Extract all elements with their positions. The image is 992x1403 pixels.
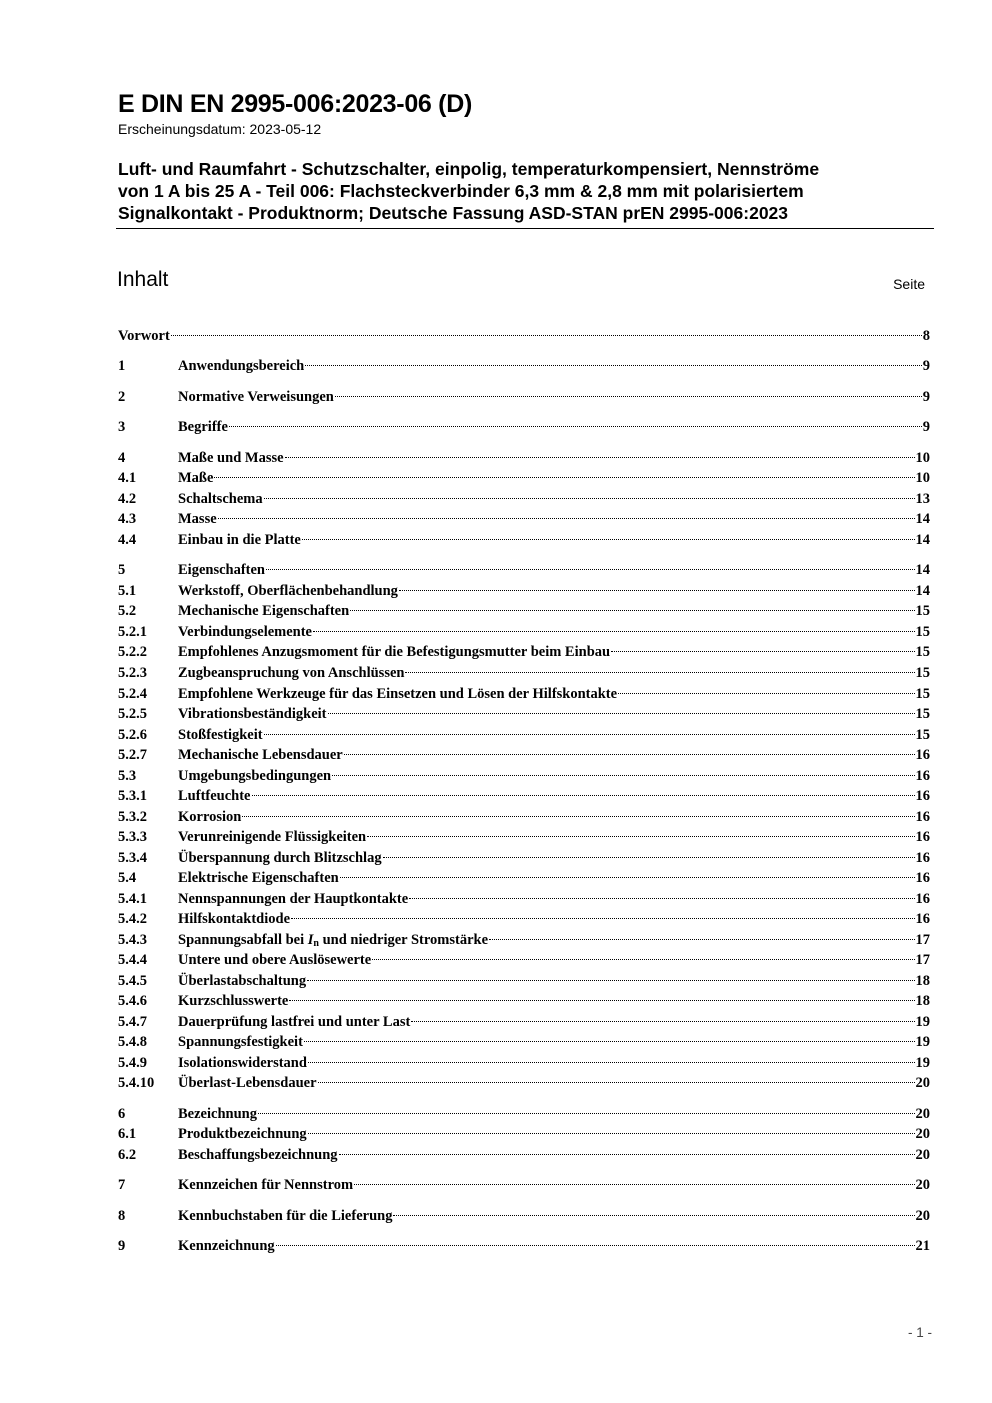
document-id: E DIN EN 2995-006:2023-06 (D)	[118, 90, 472, 118]
toc-entry-number: 5.4.2	[118, 911, 147, 927]
toc-entry-number: 4	[118, 450, 126, 466]
toc-entry-number: 4.1	[118, 470, 137, 486]
toc-entry-page: 13	[915, 491, 930, 507]
toc-entry[interactable]	[118, 950, 930, 970]
toc-entry-page: 20	[915, 1106, 930, 1122]
toc-dot-leader	[409, 898, 914, 899]
toc-entry[interactable]	[118, 909, 930, 929]
toc-entry-number: 5.2.1	[118, 624, 147, 640]
toc-entry-title: Verunreinigende Flüssigkeiten	[178, 829, 367, 845]
toc-entry-number: 1	[118, 358, 126, 374]
toc-heading: Inhalt	[117, 268, 169, 291]
toc-dot-leader	[264, 734, 915, 735]
toc-dot-leader	[344, 754, 915, 755]
toc-entry-page: 16	[915, 829, 930, 845]
toc-entry[interactable]	[118, 745, 930, 765]
toc-dot-leader	[276, 1245, 915, 1246]
title-divider	[116, 228, 934, 229]
toc-entry-page: 17	[915, 932, 930, 948]
toc-entry-title: Masse	[178, 511, 217, 527]
toc-entry-page: 16	[915, 891, 930, 907]
toc-dot-leader	[252, 795, 915, 796]
toc-dot-leader	[318, 1082, 915, 1083]
toc-entry-number: 5	[118, 562, 126, 578]
toc-dot-leader	[305, 365, 922, 366]
toc-entry[interactable]	[118, 509, 930, 529]
toc-entry[interactable]	[118, 766, 930, 786]
toc-entry-title	[178, 930, 488, 950]
toc-entry-page: 16	[915, 768, 930, 784]
toc-dot-leader	[266, 569, 915, 570]
toc-entry-number: 6	[118, 1106, 126, 1122]
toc-entry-page: 18	[915, 993, 930, 1009]
toc-entry-title: Kennbuchstaben für die Lieferung	[178, 1208, 393, 1224]
toc-entry[interactable]	[118, 622, 930, 642]
toc-entry[interactable]	[118, 1032, 930, 1052]
toc-entry[interactable]	[118, 848, 930, 868]
toc-entry-title: Überlast-Lebensdauer	[178, 1075, 317, 1091]
toc-entry-title: Luftfeuchte	[178, 788, 251, 804]
toc-dot-leader	[313, 631, 915, 632]
toc-entry-page: 15	[915, 686, 930, 702]
toc-entry-number: 5.2.5	[118, 706, 147, 722]
toc-entry-page: 19	[915, 1055, 930, 1071]
toc-entry-number: 5.4.4	[118, 952, 147, 968]
toc-entry-number: 5.4.5	[118, 973, 147, 989]
toc-dot-leader	[367, 836, 914, 837]
toc-entry-number: 2	[118, 389, 126, 405]
toc-entry-number: 5.2.4	[118, 686, 147, 702]
toc-entry-title: Empfohlenes Anzugsmoment für die Befestigungsmutter beim Einbau	[178, 644, 611, 660]
toc-entry-title: Zugbeanspruchung von Anschlüssen	[178, 665, 405, 681]
toc-dot-leader	[242, 816, 914, 817]
toc-dot-leader	[354, 1184, 914, 1185]
toc-entry-title: Dauerprüfung lastfrei und unter Last	[178, 1014, 411, 1030]
toc-entry-title: Empfohlene Werkzeuge für das Einsetzen und Lösen der Hilfskontakte	[178, 686, 618, 702]
toc-entry[interactable]	[118, 971, 930, 991]
toc-entry-page: 20	[915, 1126, 930, 1142]
toc-entry-title: Produktbezeichnung	[178, 1126, 307, 1142]
toc-entry-page: 16	[915, 911, 930, 927]
toc-entry[interactable]	[118, 326, 930, 346]
toc-entry-page: 8	[922, 328, 930, 344]
document-title	[118, 158, 938, 224]
toc-entry-number: 4.3	[118, 511, 137, 527]
toc-entry-page: 20	[915, 1208, 930, 1224]
toc-entry-title: Schaltschema	[178, 491, 263, 507]
toc-dot-leader	[304, 1041, 915, 1042]
toc-entry-title: Maße und Masse	[178, 450, 284, 466]
toc-entry[interactable]	[118, 663, 930, 683]
toc-dot-leader	[218, 518, 915, 519]
toc-entry-title: Isolationswiderstand	[178, 1055, 307, 1071]
toc-entry[interactable]	[118, 489, 930, 509]
toc-entry-page: 10	[915, 450, 930, 466]
toc-dot-leader	[618, 693, 914, 694]
toc-dot-leader	[340, 877, 915, 878]
toc-entry[interactable]	[118, 807, 930, 827]
toc-dot-leader	[229, 426, 922, 427]
toc-dot-leader	[308, 1062, 915, 1063]
toc-dot-leader	[291, 918, 915, 919]
toc-entry-number: 4.2	[118, 491, 137, 507]
toc-entry[interactable]	[118, 684, 930, 704]
toc-entry-title: Nennspannungen der Hauptkontakte	[178, 891, 409, 907]
toc-entry-title: Maße	[178, 470, 214, 486]
toc-entry-title: Elektrische Eigenschaften	[178, 870, 339, 886]
toc-entry-number: 5.2.6	[118, 727, 147, 743]
toc-entry-title: Vibrationsbeständigkeit	[178, 706, 327, 722]
toc-entry-page: 18	[915, 973, 930, 989]
toc-entry-page: 21	[915, 1238, 930, 1254]
toc-entry-number: 6.1	[118, 1126, 137, 1142]
toc-entry-page: 14	[915, 562, 930, 578]
page-number: - 1 -	[907, 1325, 932, 1340]
toc-entry-page: 19	[915, 1034, 930, 1050]
toc-entry-number: 5.2.7	[118, 747, 147, 763]
toc-dot-leader	[339, 1154, 915, 1155]
toc-entry-page: 16	[915, 870, 930, 886]
toc-entry-title: Begriffe	[178, 419, 228, 435]
toc-entry-title-subscript: n	[313, 938, 319, 949]
toc-entry-title: Bezeichnung	[178, 1106, 257, 1122]
toc-dot-leader	[393, 1215, 914, 1216]
toc-dot-leader	[328, 713, 915, 714]
toc-entry-number: 7	[118, 1177, 126, 1193]
toc-dot-leader	[285, 457, 915, 458]
toc-entry[interactable]	[118, 581, 930, 601]
toc-entry-page: 16	[915, 809, 930, 825]
toc-entry[interactable]	[118, 530, 930, 550]
toc-entry-page: 14	[915, 532, 930, 548]
toc-entry[interactable]	[118, 448, 930, 468]
toc-dot-leader	[611, 651, 914, 652]
toc-entry[interactable]	[118, 930, 930, 950]
toc-dot-leader	[308, 1133, 915, 1134]
toc-entry[interactable]	[118, 889, 930, 909]
toc-entry-number: 5.4.9	[118, 1055, 147, 1071]
toc-page-label: Seite	[893, 276, 925, 292]
toc-entry[interactable]	[118, 356, 930, 376]
toc-entry[interactable]	[118, 1073, 930, 1093]
toc-entry-page: 15	[915, 644, 930, 660]
toc-entry-number: 5.3.3	[118, 829, 147, 845]
toc-entry[interactable]	[118, 1104, 930, 1124]
toc-dot-leader	[171, 335, 922, 336]
toc-entry-page: 15	[915, 603, 930, 619]
toc-entry[interactable]	[118, 827, 930, 847]
toc-entry-page: 10	[915, 470, 930, 486]
toc-entry[interactable]	[118, 1236, 930, 1256]
toc-entry-title: Umgebungsbedingungen	[178, 768, 332, 784]
toc-entry-number: 5.2.3	[118, 665, 147, 681]
toc-entry-number: 6.2	[118, 1147, 137, 1163]
toc-entry[interactable]	[118, 468, 930, 488]
toc-entry-title: Werkstoff, Oberflächenbehandlung	[178, 583, 398, 599]
publication-date: Erscheinungsdatum: 2023-05-12	[118, 121, 322, 137]
toc-entry-number: 4.4	[118, 532, 137, 548]
toc-dot-leader	[383, 857, 915, 858]
toc-entry-page: 15	[915, 624, 930, 640]
toc-entry[interactable]	[118, 991, 930, 1011]
toc-entry-number: 5.4.7	[118, 1014, 147, 1030]
title-line: von 1 A bis 25 A - Teil 006: Flachsteckverbinder 6,3 mm & 2,8 mm mit polarisiertem	[118, 181, 804, 201]
toc-entry-number: 5.3.2	[118, 809, 147, 825]
toc-entry-title: Mechanische Eigenschaften	[178, 603, 350, 619]
toc-entry-number: 9	[118, 1238, 126, 1254]
toc-dot-leader	[302, 539, 915, 540]
toc-entry-number: 8	[118, 1208, 126, 1224]
toc-entry[interactable]	[118, 1053, 930, 1073]
toc-entry-title: Einbau in die Platte	[178, 532, 301, 548]
toc-entry-title: Spannungsfestigkeit	[178, 1034, 303, 1050]
toc-dot-leader	[332, 775, 914, 776]
title-line: Luft- und Raumfahrt - Schutzschalter, einpolig, temperaturkompensiert, Nennströme	[118, 159, 820, 179]
toc-entry-page: 9	[922, 419, 930, 435]
toc-entry-number: 5.4.10	[118, 1075, 155, 1091]
toc-entry-number: 5.2.2	[118, 644, 147, 660]
toc-entry-page: 15	[915, 727, 930, 743]
toc-dot-leader	[411, 1021, 914, 1022]
toc-entry-page: 15	[915, 665, 930, 681]
title-line: Signalkontakt - Produktnorm; Deutsche Fassung ASD-STAN prEN 2995-006:2023	[118, 203, 789, 223]
toc-entry-title: Mechanische Lebensdauer	[178, 747, 343, 763]
toc-entry[interactable]	[118, 1175, 930, 1195]
toc-entry-page: 20	[915, 1177, 930, 1193]
toc-entry-number: 5.4	[118, 870, 137, 886]
toc-entry[interactable]	[118, 387, 930, 407]
toc-dot-leader	[399, 590, 915, 591]
toc-entry-page: 16	[915, 850, 930, 866]
toc-entry-page: 9	[922, 389, 930, 405]
toc-entry-title: Vorwort	[118, 328, 170, 344]
toc-entry-number: 5.1	[118, 583, 137, 599]
toc-entry-title-part: und niedriger Stromstärke	[318, 932, 489, 948]
toc-entry[interactable]	[118, 1206, 930, 1226]
toc-dot-leader	[489, 939, 914, 940]
toc-dot-leader	[405, 672, 914, 673]
toc-entry-page: 17	[915, 952, 930, 968]
toc-entry-number: 5.3.4	[118, 850, 147, 866]
toc-entry-page: 16	[915, 788, 930, 804]
toc-dot-leader	[335, 396, 922, 397]
toc-entry-title: Überlastabschaltung	[178, 973, 307, 989]
toc-entry[interactable]	[118, 704, 930, 724]
toc-entry-title: Untere und obere Auslösewerte	[178, 952, 372, 968]
toc-dot-leader	[258, 1113, 915, 1114]
toc-entry-page: 20	[915, 1075, 930, 1091]
toc-entry-title: Kennzeichnung	[178, 1238, 275, 1254]
toc-entry[interactable]	[118, 417, 930, 437]
toc-entry-number: 5.4.1	[118, 891, 147, 907]
toc-dot-leader	[350, 610, 914, 611]
toc-entry-page: 16	[915, 747, 930, 763]
toc-entry-number: 5.3.1	[118, 788, 147, 804]
toc-entry-number: 5.3	[118, 768, 137, 784]
toc-dot-leader	[307, 980, 914, 981]
toc-entry-title: Hilfskontaktdiode	[178, 911, 290, 927]
toc-entry-title: Normative Verweisungen	[178, 389, 334, 405]
toc-entry[interactable]	[118, 1145, 930, 1165]
toc-entry-page: 14	[915, 511, 930, 527]
toc-dot-leader	[214, 477, 914, 478]
toc-entry[interactable]	[118, 725, 930, 745]
toc-entry-title: Stoßfestigkeit	[178, 727, 263, 743]
toc-dot-leader	[264, 498, 915, 499]
toc-entry-number: 5.4.6	[118, 993, 147, 1009]
toc-entry[interactable]	[118, 642, 930, 662]
toc-entry[interactable]	[118, 786, 930, 806]
toc-entry-title: Beschaffungsbezeichnung	[178, 1147, 338, 1163]
toc-entry-title: Kennzeichen für Nennstrom	[178, 1177, 354, 1193]
toc-entry-page: 9	[922, 358, 930, 374]
toc-entry-page: 19	[915, 1014, 930, 1030]
toc-entry-title: Verbindungselemente	[178, 624, 312, 640]
toc-entry-number: 5.4.3	[118, 932, 147, 948]
toc-entry[interactable]	[118, 868, 930, 888]
toc-entry-title: Überspannung durch Blitzschlag	[178, 850, 382, 866]
toc-entry-page: 20	[915, 1147, 930, 1163]
toc-entry-number: 5.4.8	[118, 1034, 147, 1050]
toc-dot-leader	[289, 1000, 914, 1001]
toc-entry[interactable]	[118, 1124, 930, 1144]
toc-entry[interactable]	[118, 601, 930, 621]
toc-dot-leader	[372, 959, 914, 960]
toc-entry-page: 15	[915, 706, 930, 722]
toc-entry-title: Kurzschlusswerte	[178, 993, 289, 1009]
toc-entry[interactable]	[118, 1012, 930, 1032]
toc-entry-page: 14	[915, 583, 930, 599]
toc-entry-title-variable: I	[307, 932, 314, 948]
toc-entry-title: Korrosion	[178, 809, 242, 825]
toc-entry-title-part: Spannungsabfall bei	[178, 932, 308, 948]
toc-entry-title: Eigenschaften	[178, 562, 265, 578]
toc-entry-title: Anwendungsbereich	[178, 358, 305, 374]
toc-entry[interactable]	[118, 560, 930, 580]
toc-entry-number: 3	[118, 419, 126, 435]
toc-entry-number: 5.2	[118, 603, 137, 619]
